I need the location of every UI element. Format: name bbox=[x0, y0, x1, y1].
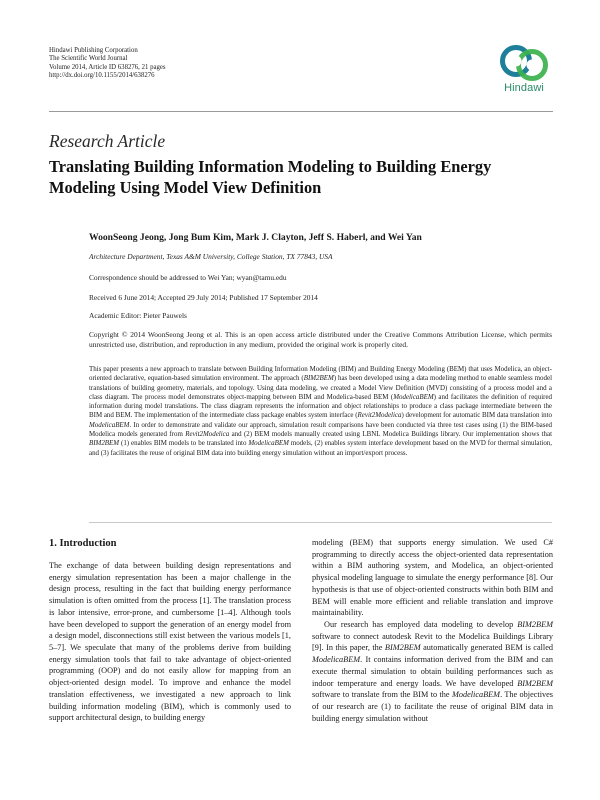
hindawi-logo-text: Hindawi bbox=[504, 82, 544, 94]
copyright-notice: Copyright © 2014 WoonSeong Jeong et al. This is an open access article distributed under the Creative Commons Attribution License, which permits unrestricted use, distribution, and reproduction in any medium, provided the original work is properly cited. bbox=[89, 330, 552, 349]
publication-info bbox=[49, 47, 166, 80]
abstract-term: Revit2Modelica bbox=[185, 430, 230, 439]
abstract-term: ModelicaBEM bbox=[89, 420, 130, 429]
paragraph-text: . It contains information derived from the BIM and can execute thermal simulation to obtain building performances such as indoor temperature and energy loads. We have developed bbox=[312, 655, 553, 688]
abstract bbox=[89, 365, 552, 458]
paragraph-term: BIM2BEM bbox=[384, 643, 421, 653]
abstract-text: (1) enables BIM models to be translated into bbox=[119, 439, 249, 448]
academic-editor: Academic Editor: Pieter Pauwels bbox=[89, 311, 187, 320]
publication-dates: Received 6 June 2014; Accepted 29 July 2014; Published 17 September 2014 bbox=[89, 293, 318, 302]
paragraph: modeling (BEM) that supports energy simulation. We used C# programming to directly access the object-oriented data representation within a BIM authoring system, and Modelica, an object-oriented physical modeling language to simulate the energy performance [8]. Our hypothesis is that use of object-oriented constructs within both BIM and BEM will enable more efficient and reliable translation and improve maintainability. bbox=[312, 538, 553, 618]
paragraph-text: automatically generated BEM is called bbox=[420, 643, 553, 653]
abstract-text: This paper presents a new approach to translate between Building Information Modeling (BIM) and Building Energy Modeling (BEM) that uses Modelica, an object-oriented declarative, equation-based simulation environment. The approach ( bbox=[89, 365, 552, 383]
body-column-left bbox=[49, 560, 291, 724]
abstract-text: . In order to demonstrate and validate our approach, simulation result comparisons have been conducted via three test cases using (1) the BIM-based Modelica models generated from bbox=[89, 420, 552, 439]
paragraph-term: BIM2BEM bbox=[517, 678, 553, 688]
author-list: WoonSeong Jeong, Jong Bum Kim, Mark J. Clayton, Jeff S. Haberl, and Wei Yan bbox=[89, 232, 422, 243]
abstract-text: ) and facilitates the definition of required information during model translations. The class diagram represents the information and object relationships to produce a class package intermediate between the BIM and BEM. The implementation of the intermediate class package enables system interface ( bbox=[89, 392, 552, 420]
article-type: Research Article bbox=[49, 131, 166, 151]
abstract-term: ModelicaBEM bbox=[248, 439, 289, 448]
abstract-text: ) has been developed using a data modeling method to enable seamless model translations of building geometry, materials, and topology. Using data modeling, we created a Model View Definition (MVD) consisting of a process model and a class diagram. The process model demonstrates object-mapping between BIM and Modelica-based BEM ( bbox=[89, 374, 552, 401]
abstract-divider bbox=[89, 522, 552, 523]
doi-link[interactable]: http://dx.doi.org/10.1155/2014/638276 bbox=[49, 71, 155, 79]
paragraph-text: Our research has employed data modeling to develop bbox=[324, 620, 518, 630]
abstract-term: Revit2Modelica bbox=[357, 411, 402, 420]
abstract-text: and (2) BEM models manually created using LBNL Modelica Buildings library. Our implementation shows that bbox=[229, 430, 553, 439]
paragraph-term: BIM2BEM bbox=[517, 620, 553, 630]
paragraph-text: software to translate from the BIM to the bbox=[312, 690, 452, 700]
hindawi-logo bbox=[496, 44, 552, 94]
paragraph-term: ModelicaBEM bbox=[451, 690, 501, 700]
abstract-term: BIM2BEM bbox=[89, 439, 120, 448]
correspondence: Correspondence should be addressed to Wei Yan; wyan@tamu.edu bbox=[89, 273, 287, 282]
paragraph bbox=[312, 619, 553, 724]
publisher-name: Hindawi Publishing Corporation bbox=[49, 47, 138, 54]
affiliation: Architecture Department, Texas A&M University, College Station, TX 77843, USA bbox=[89, 252, 333, 261]
paragraph-text: software to connect autodesk Revit to the Modelica Buildings Library [9]. In this paper, the bbox=[312, 631, 553, 653]
section-heading: 1. Introduction bbox=[49, 538, 117, 549]
header-divider bbox=[49, 111, 553, 112]
paragraph-text: . The objectives of our research are (1) to facilitate the reuse of original BIM data in building energy simulation without bbox=[312, 690, 553, 723]
abstract-text: ) development for automatic BIM data translation into bbox=[401, 411, 552, 420]
hindawi-logo-icon bbox=[498, 44, 550, 82]
paragraph-term: ModelicaBEM bbox=[312, 655, 361, 665]
paragraph: The exchange of data between building design representations and energy simulation representation has been a major challenge in the design process, resulting in the fact that building energy performance simulation is often omitted from the process [1]. The translation process is labor intensive, error-prone, and cumbersome [1–4]. Although tools have been developed to support the generation of an energy model from a design model, disconnections still exist between the various models [1, 5–7]. We speculate that many of the problems derive from building energy simulation tools that fail to take advantage of object-oriented programming (OOP) and do not easily allow for mapping from an object-oriented design model. To improve and enhance the model translation effectiveness, we investigated a new approach to link building information modeling (BIM), which is commonly used to support architectural design, to building energy bbox=[49, 561, 291, 723]
abstract-text: models, (2) enables system interface development based on the MVD for thermal simulation, and (3) facilitates the reuse of original BIM data into building energy simulation without an import/export process. bbox=[89, 439, 552, 457]
article-title: Translating Building Information Modeling to Building Energy Modeling Using Model View Definition bbox=[49, 157, 492, 197]
journal-name: The Scientific World Journal bbox=[49, 55, 128, 63]
body-column-right bbox=[312, 537, 553, 725]
abstract-term: ModelicaBEM bbox=[393, 392, 434, 401]
volume-info: Volume 2014, Article ID 638276, 21 pages bbox=[49, 63, 166, 71]
abstract-term: BIM2BEM bbox=[303, 374, 334, 383]
